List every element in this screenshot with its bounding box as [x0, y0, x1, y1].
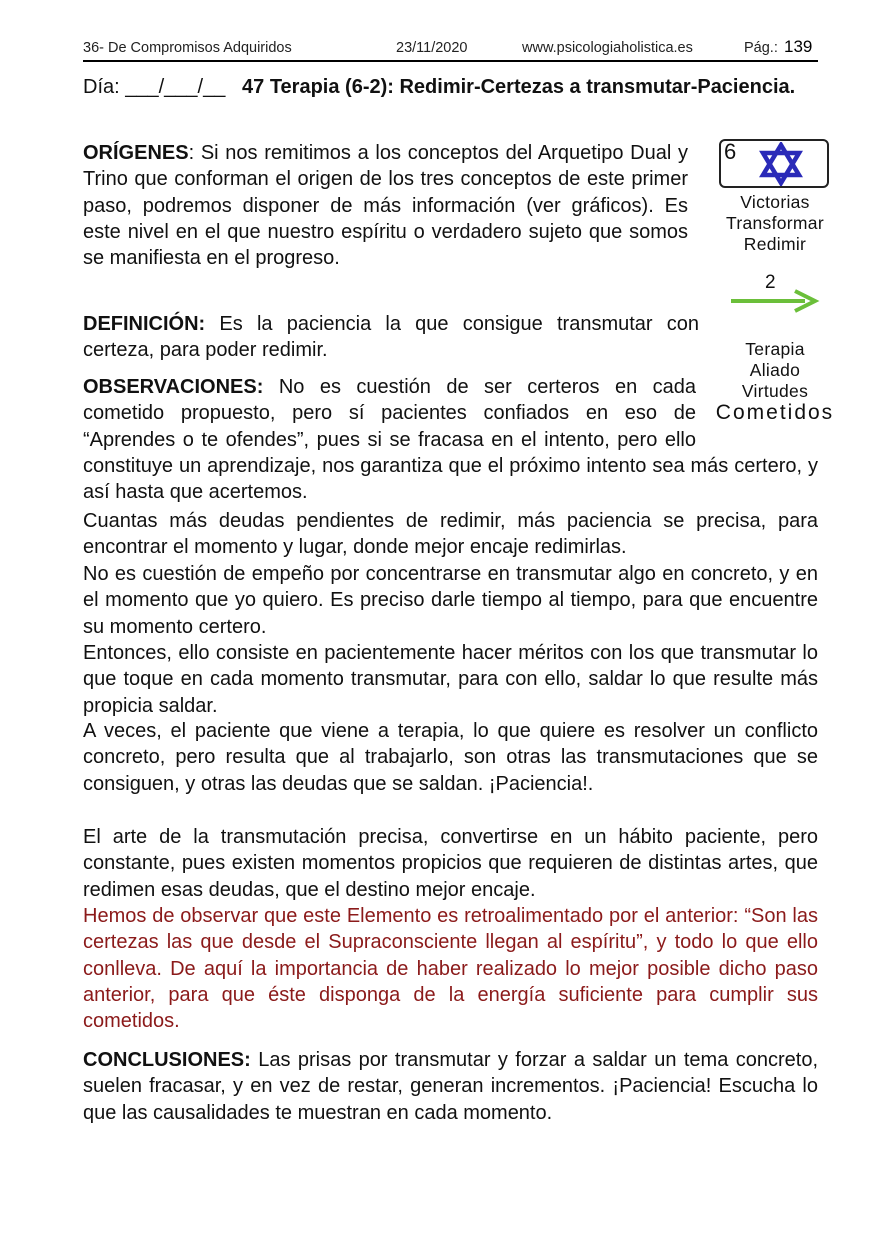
paragraph-4: Entonces, ello consiste en pacientemente hacer méritos con los que transmutar lo que toque en cada momento transmutar, para con ello, saldar lo que resulte más propicia saldar.	[83, 642, 818, 717]
origenes-text: : Si nos remitimos a los conceptos del Arquetipo Dual y Trino que conforman el origen de los tres conceptos de este primer paso, podremos disponer de más información (ver gráficos). Es este nivel en el que nuestro espíritu o verdadero sujeto que somos se manifiesta en el progreso.	[83, 142, 688, 270]
header-page-number: 139	[784, 37, 813, 56]
conclusiones-paragraph	[83, 1047, 818, 1126]
page-header	[83, 38, 818, 62]
paragraph-6: El arte de la transmutación precisa, convertirse en un hábito paciente, pero constante, pues existen momentos propicios que requieren de distintas artes, que redimen esas deudas, que el destino mejor encaje.	[83, 826, 818, 901]
star-of-david-icon	[759, 142, 803, 186]
definicion-text: Es la paciencia la que consigue transmutar con certeza, para poder redimir.	[83, 313, 699, 362]
paragraph-7-highlight: Hemos de observar que este Elemento es retroalimentado por el anterior: “Son las certezas las que desde el Supraconsciente llegan al espíritu”, y todo lo que ello conlleva. De aquí la importancia de haber realizado lo mejor posible dicho paso anterior, para que éste disponga de la energía suficiente para cumplir sus cometidos.	[83, 905, 818, 1033]
title-text: 47 Terapia (6-2): Redimir-Certezas a transmutar-Paciencia.	[242, 76, 796, 98]
definicion-paragraph	[83, 311, 699, 364]
graphic-label-victorias: Victorias	[740, 192, 810, 212]
origenes-label: ORÍGENES	[83, 142, 189, 164]
paragraph-2: Cuantas más deudas pendientes de redimir, más paciencia se precisa, para encontrar el momento y lugar, donde mejor encaje redimirlas.	[83, 510, 818, 559]
header-page-label: Pág.:	[744, 40, 778, 56]
origenes-paragraph	[83, 140, 688, 271]
paragraph-5: A veces, el paciente que viene a terapia, lo que quiere es resolver un conflicto concreto, pero resulta que al trabajarlo, son otras las transmutaciones que se consiguen, y otras las deudas que se saldan. ¡Paciencia!.	[83, 720, 818, 795]
header-chapter: 36- De Compromisos Adquiridos	[83, 40, 292, 56]
star-number: 6	[724, 139, 737, 164]
graphic-label-terapia: Terapia	[745, 339, 805, 359]
observaciones-paragraph	[83, 374, 818, 505]
graphic-label-redimir: Redimir	[743, 234, 807, 254]
conclusiones-text: Las prisas por transmutar y forzar a saldar un tema concreto, suelen fracasar, y en vez de restar, generan incrementos. ¡Paciencia! Escucha lo que las causalidades te muestran en cada momento.	[83, 1049, 818, 1124]
graphic-label-transformar: Transformar	[726, 213, 824, 233]
conclusiones-label: CONCLUSIONES:	[83, 1049, 251, 1071]
header-url: www.psicologiaholistica.es	[522, 40, 693, 56]
date-field-label: Día: ___/___/__	[83, 76, 226, 98]
header-date: 23/11/2020	[396, 40, 468, 56]
paragraph-3: No es cuestión de empeño por concentrarse en transmutar algo en concreto, y en el momento que yo quiero. Es preciso darle tiempo al tiempo, para que encuentre su momento certero.	[83, 563, 818, 638]
graphic-label-cometidos: Cometidos	[715, 401, 835, 424]
star-box	[719, 139, 829, 188]
observaciones-text: No es cuestión de ser certeros en cada cometido propuesto, pero sí pacientes confiados en eso de “Aprendes o te ofendes”, pues si se fracasa en el intento, pero ello constituye un aprendizaje, nos garantiza que el próximo intento sea más certero, y así hasta que acertemos.	[83, 376, 818, 504]
observaciones-label: OBSERVACIONES:	[83, 376, 264, 398]
arrow-number: 2	[765, 272, 776, 293]
page-title	[83, 74, 818, 100]
graphic-label-aliado: Aliado	[749, 360, 801, 380]
graphic-label-virtudes: Virtudes	[741, 381, 809, 401]
right-arrow-icon	[731, 288, 821, 314]
definicion-label: DEFINICIÓN:	[83, 313, 206, 335]
